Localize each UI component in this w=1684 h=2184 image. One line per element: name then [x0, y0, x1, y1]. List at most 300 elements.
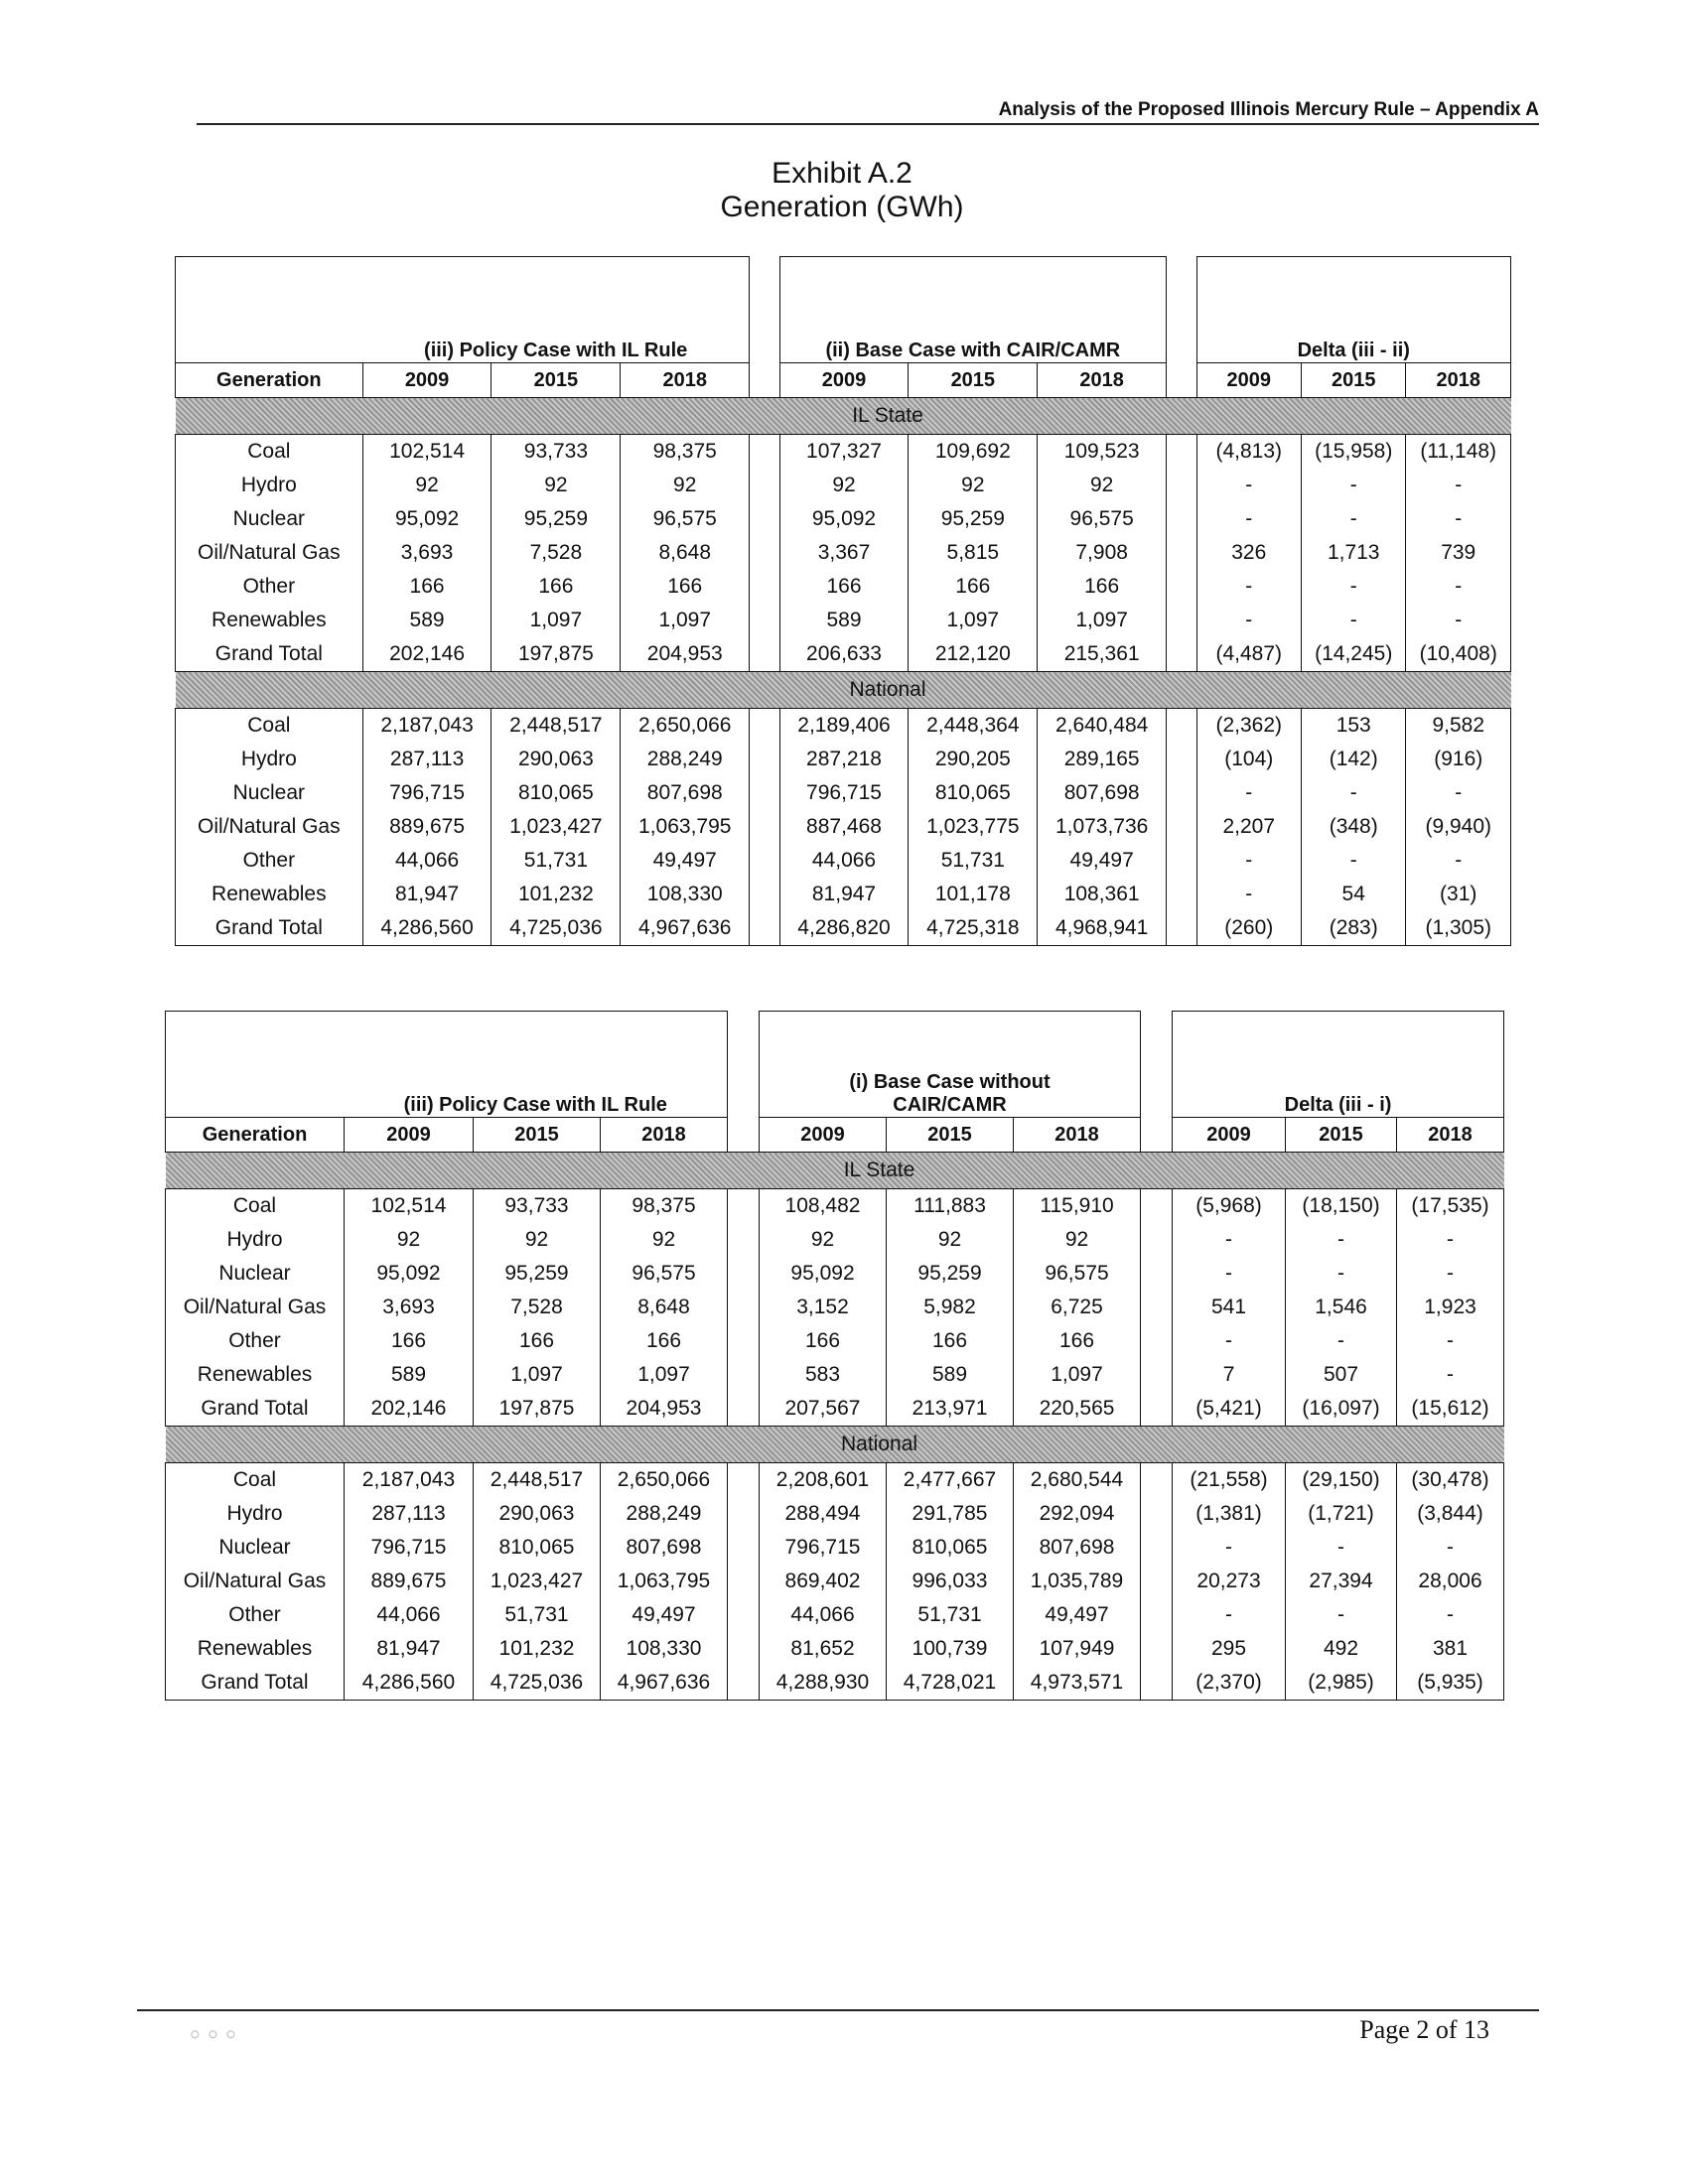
table-cell: 92 — [1014, 1223, 1141, 1257]
column-spacer — [1141, 1223, 1173, 1257]
table-cell: 5,982 — [887, 1291, 1014, 1324]
table-cell: (104) — [1196, 743, 1301, 776]
column-spacer — [1167, 604, 1196, 637]
table-cell: 81,947 — [779, 878, 909, 911]
table-cell: 810,065 — [474, 1531, 601, 1565]
table-cell: 1,097 — [491, 604, 621, 637]
column-spacer — [750, 776, 779, 810]
column-spacer — [750, 709, 779, 744]
table-cell: 95,092 — [760, 1257, 887, 1291]
table-cell: 101,232 — [474, 1632, 601, 1666]
year-2015: 2015 — [909, 363, 1038, 398]
table-row — [166, 1392, 1504, 1427]
table-cell: (5,935) — [1397, 1666, 1504, 1701]
table-cell: 153 — [1301, 709, 1405, 744]
row-label: Coal — [176, 435, 363, 470]
table-row — [166, 1358, 1504, 1392]
table-cell: 4,728,021 — [887, 1666, 1014, 1701]
table-cell: (14,245) — [1301, 637, 1405, 672]
table-row — [166, 1463, 1504, 1498]
year-header-row — [166, 1118, 1504, 1153]
group-delta: Delta (iii - i) — [1173, 1012, 1504, 1118]
table-cell: - — [1196, 776, 1301, 810]
table-cell: 291,785 — [887, 1497, 1014, 1531]
table-row — [176, 570, 1511, 604]
table-cell: 492 — [1286, 1632, 1397, 1666]
table-cell: 2,477,667 — [887, 1463, 1014, 1498]
table-cell: 102,514 — [345, 1189, 474, 1224]
table-cell: 109,692 — [909, 435, 1038, 470]
year-2015: 2015 — [1301, 363, 1405, 398]
table-cell: 101,232 — [491, 878, 621, 911]
table-cell: 81,947 — [362, 878, 491, 911]
table-cell: 202,146 — [345, 1392, 474, 1427]
table-cell: 1,035,789 — [1014, 1565, 1141, 1598]
table-cell: 887,468 — [779, 810, 909, 844]
table-cell: 2,650,066 — [621, 709, 750, 744]
table-cell: - — [1301, 570, 1405, 604]
row-label: Hydro — [176, 469, 363, 502]
table-cell: - — [1406, 844, 1511, 878]
generation-table-base-with-cair — [175, 256, 1511, 946]
table-cell: 290,063 — [491, 743, 621, 776]
table-row — [166, 1565, 1504, 1598]
table-cell: 96,575 — [1014, 1257, 1141, 1291]
table-cell: 166 — [760, 1324, 887, 1358]
table-cell: (348) — [1301, 810, 1405, 844]
year-2018: 2018 — [601, 1118, 728, 1153]
row-label: Renewables — [166, 1632, 345, 1666]
row-label: Grand Total — [176, 911, 363, 946]
table-cell: 108,330 — [621, 878, 750, 911]
row-label: Nuclear — [166, 1531, 345, 1565]
table-cell: - — [1397, 1598, 1504, 1632]
table-cell: - — [1301, 502, 1405, 536]
table-cell: 54 — [1301, 878, 1405, 911]
table-cell: - — [1173, 1531, 1286, 1565]
table-cell: 95,259 — [909, 502, 1038, 536]
table-cell: - — [1397, 1223, 1504, 1257]
table-cell: 2,189,406 — [779, 709, 909, 744]
table-cell: (21,558) — [1173, 1463, 1286, 1498]
column-spacer — [728, 1531, 760, 1565]
row-label: Nuclear — [166, 1257, 345, 1291]
column-spacer — [1141, 1358, 1173, 1392]
table-cell: 4,286,560 — [362, 911, 491, 946]
table-cell: 95,092 — [362, 502, 491, 536]
table-cell: - — [1406, 604, 1511, 637]
row-label: Renewables — [176, 604, 363, 637]
table-cell: 1,097 — [601, 1358, 728, 1392]
table-cell: (18,150) — [1286, 1189, 1397, 1224]
table-cell: 44,066 — [779, 844, 909, 878]
column-spacer — [1167, 844, 1196, 878]
row-label: Coal — [166, 1463, 345, 1498]
table-cell: (2,985) — [1286, 1666, 1397, 1701]
table-cell: 215,361 — [1038, 637, 1167, 672]
column-spacer — [1141, 1531, 1173, 1565]
table-cell: 1,023,427 — [474, 1565, 601, 1598]
year-2018: 2018 — [1014, 1118, 1141, 1153]
table-cell: 1,546 — [1286, 1291, 1397, 1324]
table-cell: 92 — [601, 1223, 728, 1257]
table-cell: 2,187,043 — [362, 709, 491, 744]
column-spacer — [728, 1257, 760, 1291]
table-row — [166, 1189, 1504, 1224]
row-label: Coal — [176, 709, 363, 744]
table-row — [176, 502, 1511, 536]
exhibit-subtitle: Generation (GWh) — [720, 191, 964, 223]
row-label: Renewables — [176, 878, 363, 911]
column-spacer — [750, 878, 779, 911]
table-row — [176, 709, 1511, 744]
table-cell: 288,494 — [760, 1497, 887, 1531]
faded-stamp-mark: ⸰ ⸰ ⸰ — [189, 2022, 237, 2047]
table-cell: 381 — [1397, 1632, 1504, 1666]
table-cell: 7,528 — [474, 1291, 601, 1324]
row-label: Coal — [166, 1189, 345, 1224]
table-cell: 583 — [760, 1358, 887, 1392]
table-cell: (10,408) — [1406, 637, 1511, 672]
table-cell: 292,094 — [1014, 1497, 1141, 1531]
table-cell: 4,725,036 — [474, 1666, 601, 1701]
exhibit-title — [0, 157, 1684, 224]
table-cell: (16,097) — [1286, 1392, 1397, 1427]
table-cell: 9,582 — [1406, 709, 1511, 744]
table-cell: 95,092 — [779, 502, 909, 536]
table-cell: 2,448,517 — [474, 1463, 601, 1498]
table-cell: 197,875 — [474, 1392, 601, 1427]
table-cell: - — [1196, 844, 1301, 878]
table-cell: - — [1397, 1257, 1504, 1291]
year-2009: 2009 — [1173, 1118, 1286, 1153]
table-cell: - — [1196, 502, 1301, 536]
section-label: IL State — [852, 404, 923, 427]
table-cell: 107,327 — [779, 435, 909, 470]
table-cell: - — [1196, 878, 1301, 911]
table-cell: - — [1406, 469, 1511, 502]
table-cell: 44,066 — [760, 1598, 887, 1632]
table-cell: - — [1301, 844, 1405, 878]
table-cell: 2,680,544 — [1014, 1463, 1141, 1498]
row-label: Hydro — [176, 743, 363, 776]
table-cell: 1,023,427 — [491, 810, 621, 844]
table-cell: 95,259 — [887, 1257, 1014, 1291]
table-row — [166, 1666, 1504, 1701]
row-label: Renewables — [166, 1358, 345, 1392]
table-cell: 288,249 — [621, 743, 750, 776]
table-cell: 92 — [345, 1223, 474, 1257]
column-spacer — [728, 1666, 760, 1701]
table-cell: (260) — [1196, 911, 1301, 946]
table-cell: 889,675 — [362, 810, 491, 844]
year-2015: 2015 — [887, 1118, 1014, 1153]
row-label: Other — [166, 1598, 345, 1632]
footer-rule — [137, 2009, 1539, 2011]
row-label: Grand Total — [176, 637, 363, 672]
table-cell: 810,065 — [887, 1531, 1014, 1565]
table-cell: - — [1397, 1531, 1504, 1565]
table-cell: 220,565 — [1014, 1392, 1141, 1427]
table-cell: 807,698 — [621, 776, 750, 810]
column-spacer — [728, 1291, 760, 1324]
table-cell: - — [1196, 469, 1301, 502]
column-spacer — [1167, 810, 1196, 844]
table-cell: 51,731 — [887, 1598, 1014, 1632]
table-cell: (15,958) — [1301, 435, 1405, 470]
table-cell: 4,967,636 — [601, 1666, 728, 1701]
table-cell: 7,528 — [491, 536, 621, 570]
column-spacer — [1167, 709, 1196, 744]
column-spacer — [1141, 1324, 1173, 1358]
table-cell: 4,286,820 — [779, 911, 909, 946]
table-cell: 4,725,318 — [909, 911, 1038, 946]
row-label: Other — [176, 570, 363, 604]
table-row — [176, 911, 1511, 946]
table-row — [166, 1324, 1504, 1358]
column-spacer — [728, 1598, 760, 1632]
section-band-il-state — [176, 398, 1511, 435]
column-spacer — [728, 1565, 760, 1598]
column-spacer — [1167, 435, 1196, 470]
table-cell: 93,733 — [491, 435, 621, 470]
column-spacer — [1141, 1497, 1173, 1531]
column-spacer — [1167, 776, 1196, 810]
table-cell: 166 — [474, 1324, 601, 1358]
year-2018: 2018 — [1038, 363, 1167, 398]
table-cell: - — [1286, 1598, 1397, 1632]
column-spacer — [750, 435, 779, 470]
table-cell: 6,725 — [1014, 1291, 1141, 1324]
table-cell: 96,575 — [621, 502, 750, 536]
column-spacer — [1141, 1463, 1173, 1498]
table-cell: - — [1196, 570, 1301, 604]
column-spacer — [728, 1463, 760, 1498]
year-2015: 2015 — [474, 1118, 601, 1153]
table-cell: 166 — [345, 1324, 474, 1358]
table-cell: (142) — [1301, 743, 1405, 776]
table-cell: 1,713 — [1301, 536, 1405, 570]
column-spacer — [728, 1223, 760, 1257]
table-cell: - — [1286, 1257, 1397, 1291]
table-cell: 7,908 — [1038, 536, 1167, 570]
table-cell: 92 — [779, 469, 909, 502]
table-row — [166, 1291, 1504, 1324]
table-row — [176, 844, 1511, 878]
group-header-row — [176, 257, 1511, 363]
table-cell: 20,273 — [1173, 1565, 1286, 1598]
table-cell: 288,249 — [601, 1497, 728, 1531]
table-cell: 290,063 — [474, 1497, 601, 1531]
table-cell: 889,675 — [345, 1565, 474, 1598]
table-cell: 589 — [887, 1358, 1014, 1392]
table-cell: 507 — [1286, 1358, 1397, 1392]
table-row — [166, 1497, 1504, 1531]
year-2018: 2018 — [1397, 1118, 1504, 1153]
section-band-national — [166, 1427, 1504, 1463]
table-cell: 204,953 — [621, 637, 750, 672]
table-cell: 202,146 — [362, 637, 491, 672]
table-cell: 7 — [1173, 1358, 1286, 1392]
table-cell: 92 — [909, 469, 1038, 502]
table-cell: 1,097 — [621, 604, 750, 637]
table-cell: 166 — [1038, 570, 1167, 604]
year-2009: 2009 — [1196, 363, 1301, 398]
column-spacer — [1167, 911, 1196, 946]
column-spacer — [750, 743, 779, 776]
column-spacer — [750, 637, 779, 672]
page-number: Page 2 of 13 — [1359, 2015, 1489, 2044]
table-cell: 204,953 — [601, 1392, 728, 1427]
column-spacer — [1141, 1392, 1173, 1427]
table-row — [166, 1531, 1504, 1565]
table-cell: 166 — [362, 570, 491, 604]
table-cell: 8,648 — [621, 536, 750, 570]
table-cell: 108,361 — [1038, 878, 1167, 911]
table-cell: 81,947 — [345, 1632, 474, 1666]
table-cell: 1,097 — [909, 604, 1038, 637]
column-spacer — [1141, 1632, 1173, 1666]
group-header-row — [166, 1012, 1504, 1118]
table-cell: 4,968,941 — [1038, 911, 1167, 946]
table-cell: 115,910 — [1014, 1189, 1141, 1224]
table-row — [176, 604, 1511, 637]
column-spacer — [728, 1189, 760, 1224]
table-cell: 96,575 — [1038, 502, 1167, 536]
table-cell: 95,259 — [474, 1257, 601, 1291]
section-label: IL State — [843, 1159, 915, 1181]
table-cell: 92 — [362, 469, 491, 502]
table-cell: 166 — [779, 570, 909, 604]
table-cell: 5,815 — [909, 536, 1038, 570]
table-cell: 51,731 — [909, 844, 1038, 878]
table-cell: 589 — [362, 604, 491, 637]
table-cell: 166 — [601, 1324, 728, 1358]
column-spacer — [1141, 1565, 1173, 1598]
table-row — [166, 1632, 1504, 1666]
table-cell: (17,535) — [1397, 1189, 1504, 1224]
table-cell: 996,033 — [887, 1565, 1014, 1598]
table-cell: 807,698 — [601, 1531, 728, 1565]
table-cell: 98,375 — [621, 435, 750, 470]
table-cell: - — [1173, 1598, 1286, 1632]
table-cell: (30,478) — [1397, 1463, 1504, 1498]
column-spacer — [1167, 469, 1196, 502]
table-cell: 100,739 — [887, 1632, 1014, 1666]
table-cell: 166 — [621, 570, 750, 604]
table-cell: 1,023,775 — [909, 810, 1038, 844]
table-cell: - — [1286, 1324, 1397, 1358]
table-cell: 287,113 — [362, 743, 491, 776]
row-label: Hydro — [166, 1223, 345, 1257]
row-label: Oil/Natural Gas — [176, 536, 363, 570]
table-cell: 4,973,571 — [1014, 1666, 1141, 1701]
column-spacer — [750, 502, 779, 536]
column-spacer — [728, 1324, 760, 1358]
table-cell: 27,394 — [1286, 1565, 1397, 1598]
table-row — [176, 536, 1511, 570]
table-cell: 290,205 — [909, 743, 1038, 776]
table-cell: 1,097 — [1038, 604, 1167, 637]
column-spacer — [1167, 878, 1196, 911]
column-spacer — [1141, 1257, 1173, 1291]
row-label: Nuclear — [176, 776, 363, 810]
table-row — [176, 743, 1511, 776]
table-cell: 4,288,930 — [760, 1666, 887, 1701]
table-cell: - — [1173, 1223, 1286, 1257]
table-cell: 2,640,484 — [1038, 709, 1167, 744]
table-cell: 98,375 — [601, 1189, 728, 1224]
table-cell: 807,698 — [1014, 1531, 1141, 1565]
table-cell: (283) — [1301, 911, 1405, 946]
table-cell: - — [1406, 570, 1511, 604]
row-label: Oil/Natural Gas — [166, 1291, 345, 1324]
table-cell: 49,497 — [1038, 844, 1167, 878]
column-spacer — [750, 844, 779, 878]
table-cell: 213,971 — [887, 1392, 1014, 1427]
column-spacer — [1141, 1291, 1173, 1324]
table-cell: 589 — [779, 604, 909, 637]
table-cell: - — [1301, 776, 1405, 810]
table-cell: 101,178 — [909, 878, 1038, 911]
row-label: Oil/Natural Gas — [176, 810, 363, 844]
table-cell: 28,006 — [1397, 1565, 1504, 1598]
table-cell: 166 — [1014, 1324, 1141, 1358]
table-cell: (31) — [1406, 878, 1511, 911]
table-row — [176, 435, 1511, 470]
row-label: Other — [176, 844, 363, 878]
table-cell: 92 — [1038, 469, 1167, 502]
table-cell: 95,092 — [345, 1257, 474, 1291]
table-cell: 107,949 — [1014, 1632, 1141, 1666]
table-cell: 1,073,736 — [1038, 810, 1167, 844]
table-cell: - — [1406, 776, 1511, 810]
table-cell: 1,923 — [1397, 1291, 1504, 1324]
row-label: Oil/Natural Gas — [166, 1565, 345, 1598]
column-spacer — [728, 1632, 760, 1666]
table-cell: 93,733 — [474, 1189, 601, 1224]
table-cell: 796,715 — [779, 776, 909, 810]
group-delta: Delta (iii - ii) — [1196, 257, 1511, 363]
table-cell: (1,721) — [1286, 1497, 1397, 1531]
table-cell: 2,650,066 — [601, 1463, 728, 1498]
table-cell: 2,448,364 — [909, 709, 1038, 744]
running-header: Analysis of the Proposed Illinois Mercury Rule – Appendix A — [197, 99, 1539, 125]
table-cell: 96,575 — [601, 1257, 728, 1291]
table-cell: 111,883 — [887, 1189, 1014, 1224]
table-cell: 4,967,636 — [621, 911, 750, 946]
row-label: Grand Total — [166, 1392, 345, 1427]
table-cell: 3,152 — [760, 1291, 887, 1324]
table-cell: 810,065 — [491, 776, 621, 810]
table-cell: 2,207 — [1196, 810, 1301, 844]
year-2009: 2009 — [760, 1118, 887, 1153]
table-cell: 796,715 — [760, 1531, 887, 1565]
table-cell: - — [1173, 1324, 1286, 1358]
table-cell: 92 — [621, 469, 750, 502]
group-base-case: (ii) Base Case with CAIR/CAMR — [779, 257, 1167, 363]
year-2009: 2009 — [779, 363, 909, 398]
table-cell: (5,421) — [1173, 1392, 1286, 1427]
year-2018: 2018 — [621, 363, 750, 398]
table-cell: 541 — [1173, 1291, 1286, 1324]
column-spacer — [1141, 1598, 1173, 1632]
table-cell: 295 — [1173, 1632, 1286, 1666]
table-cell: - — [1301, 604, 1405, 637]
table-cell: 92 — [760, 1223, 887, 1257]
table-cell: - — [1286, 1531, 1397, 1565]
table-cell: 102,514 — [362, 435, 491, 470]
